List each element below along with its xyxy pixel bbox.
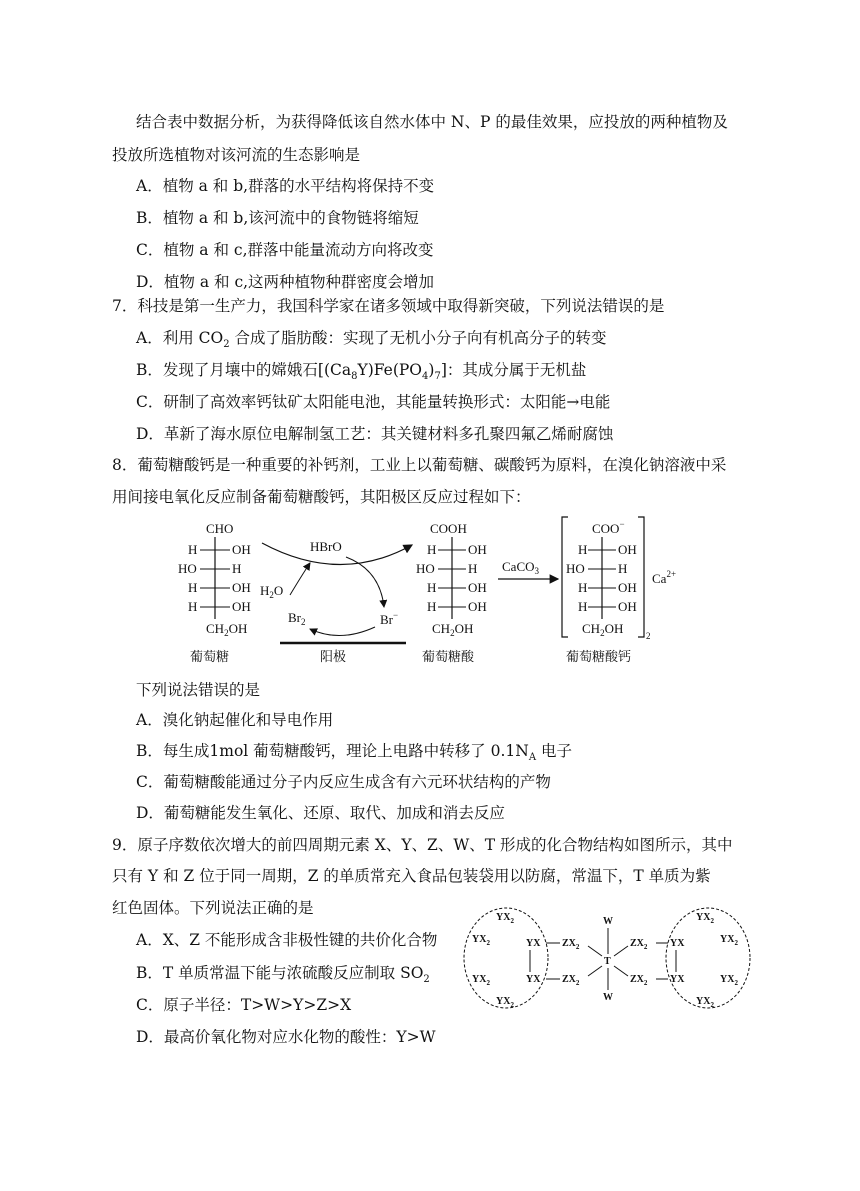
- svg-text:Br2: $Br_2$: [288, 610, 306, 627]
- q9-option-b: B．T 单质常温下能与浓硫酸反应制取 $SO_2$: [136, 964, 430, 986]
- svg-text:ZX2: $ZX_2$: [630, 974, 648, 987]
- svg-text:YX2: $YX_2$: [720, 934, 738, 947]
- svg-text:H: H: [578, 599, 588, 614]
- svg-text:ZX2: $ZX_2$: [562, 974, 580, 987]
- svg-text:CH2OH: $CH_2OH$: [582, 621, 624, 638]
- svg-text:ZX2: $ZX_2$: [562, 938, 580, 951]
- q9-option-a: A．X、Z 不能形成含非极性键的共价化合物: [136, 931, 438, 949]
- glucose-label: 葡萄糖: [190, 649, 230, 664]
- q7-option-a: A．利用 $CO_2$ 合成了脂肪酸：实现了无机小分子向有机高分子的转变: [136, 329, 607, 351]
- svg-text:COO−: COO−: [592, 519, 625, 536]
- svg-text:H2O: $H_2O$: [260, 583, 284, 600]
- q8-option-c: C．葡萄糖酸能通过分子内反应生成含有六元环状结构的产物: [136, 773, 551, 791]
- svg-text:HO: HO: [566, 561, 585, 576]
- svg-text:OH: OH: [468, 580, 487, 595]
- q8-stem-1: 8．葡萄糖酸钙是一种重要的补钙剂，工业上以葡萄糖、碳酸钙为原料，在溴化钠溶液中采: [112, 456, 727, 474]
- svg-text:H: H: [188, 580, 198, 595]
- svg-text:T: T: [604, 956, 611, 967]
- q9-stem-3: 红色固体。下列说法正确的是: [112, 899, 314, 917]
- intro-line-2: 投放所选植物对该河流的生态影响是: [112, 146, 361, 164]
- svg-text:YX: YX: [670, 974, 685, 985]
- svg-text:CH2OH: $CH_2OH$: [206, 621, 248, 638]
- svg-text:Br−: Br−: [380, 610, 399, 627]
- calcium-gluconate-label: 葡萄糖酸钙: [566, 649, 632, 664]
- svg-text:OH: OH: [232, 542, 251, 557]
- svg-text:YX2: $YX_2$: [696, 912, 714, 925]
- q7-option-d: D．革新了海水原位电解制氢工艺：其关键材料多孔聚四氟乙烯耐腐蚀: [136, 425, 614, 443]
- q8-option-b: B．每生成1mol 葡萄糖酸钙，理论上电路中转移了 $0.1N_A$ 电子: [136, 742, 572, 764]
- caco3-arrow: [498, 559, 558, 579]
- q8-reaction-figure: [170, 515, 710, 670]
- svg-text:ZX2: $ZX_2$: [630, 938, 648, 951]
- svg-text:W: W: [603, 992, 613, 1003]
- svg-text:OH: OH: [468, 599, 487, 614]
- q7-option-c: C．研制了高效率钙钛矿太阳能电池，其能量转换形式：太阳能→电能: [136, 393, 611, 411]
- svg-text:OH: OH: [618, 580, 637, 595]
- q7-stem: 7．科技是第一生产力，我国科学家在诸多领域中取得新突破，下列说法错误的是: [112, 297, 665, 315]
- svg-text:H: H: [578, 542, 588, 557]
- svg-text:HBrO: HBrO: [310, 539, 342, 554]
- q7-option-b: B．发现了月壤中的嫦娥石$[(Ca_8Y)Fe(PO_4)_7]$：其成分属于无机盐: [136, 361, 587, 383]
- svg-text:YX2: $YX_2$: [472, 974, 490, 987]
- svg-text:W: W: [603, 916, 613, 927]
- svg-text:YX2: $YX_2$: [696, 996, 714, 1009]
- svg-text:H: H: [468, 561, 478, 576]
- intro-line-1: 结合表中数据分析，为获得降低该自然水体中 N、P 的最佳效果，应投放的两种植物及: [136, 113, 728, 131]
- svg-text:YX: YX: [526, 938, 541, 949]
- q9-stem-1: 9．原子序数依次增大的前四周期元素 X、Y、Z、W、T 形成的化合物结构如图所示，其中: [112, 836, 733, 854]
- svg-text:YX: YX: [526, 974, 541, 985]
- svg-text:OH: OH: [232, 599, 251, 614]
- anode-label: 阳极: [320, 649, 347, 664]
- svg-text:HO: HO: [416, 561, 435, 576]
- svg-text:H: H: [232, 561, 242, 576]
- svg-text:H: H: [427, 599, 437, 614]
- svg-text:COOH: COOH: [430, 521, 467, 536]
- svg-text:OH: OH: [618, 599, 637, 614]
- q9-option-c: C．原子半径：T>W>Y>Z>X: [136, 996, 352, 1014]
- anode-cycle: [260, 539, 406, 643]
- svg-text:OH: OH: [618, 542, 637, 557]
- svg-text:OH: OH: [468, 542, 487, 557]
- svg-text:2: 2: [646, 631, 651, 641]
- svg-text:CH2OH: $CH_2OH$: [432, 621, 474, 638]
- svg-text:H: H: [578, 580, 588, 595]
- q8-option-d: D．葡萄糖能发生氧化、还原、取代、加成和消去反应: [136, 804, 505, 822]
- svg-text:CHO: CHO: [206, 521, 234, 536]
- svg-text:H: H: [427, 542, 437, 557]
- svg-text:YX2: $YX_2$: [496, 912, 514, 925]
- q8-option-a: A．溴化钠起催化和导电作用: [136, 711, 334, 729]
- svg-text:YX2: $YX_2$: [720, 974, 738, 987]
- svg-text:H: H: [618, 561, 628, 576]
- q6-option-d: D．植物 a 和 c,这两种植物种群密度会增加: [136, 273, 435, 291]
- svg-text:OH: OH: [232, 580, 251, 595]
- q8-prompt: 下列说法错误的是: [136, 681, 261, 699]
- q6-option-b: B．植物 a 和 b,该河流中的食物链将缩短: [136, 209, 419, 227]
- svg-text:H: H: [188, 599, 198, 614]
- svg-text:CaCO3: CaCO$_3$: [502, 559, 539, 576]
- q9-stem-2: 只有 Y 和 Z 位于同一周期，Z 的单质常充入食品包装袋用以防腐，常温下，T 单质为紫: [112, 867, 711, 885]
- gluconic-acid-structure: [416, 521, 487, 638]
- svg-text:Ca2+: $Ca^{2+}$: [652, 569, 677, 586]
- q6-option-c: C．植物 a 和 c,群落中能量流动方向将改变: [136, 241, 434, 259]
- svg-text:HO: HO: [178, 561, 197, 576]
- svg-text:H: H: [188, 542, 198, 557]
- svg-text:YX: YX: [670, 938, 685, 949]
- svg-text:H: H: [427, 580, 437, 595]
- q6-option-a: A．植物 a 和 b,群落的水平结构将保持不变: [136, 177, 435, 195]
- gluconic-acid-label: 葡萄糖酸: [422, 649, 475, 664]
- q9-structure-figure: [462, 902, 754, 1014]
- q9-option-d: D．最高价氧化物对应水化物的酸性：Y>W: [136, 1028, 436, 1046]
- glucose-structure: [178, 521, 251, 638]
- svg-text:YX2: $YX_2$: [472, 934, 490, 947]
- q8-stem-2: 用间接电氧化反应制备葡萄糖酸钙，其阳极区反应过程如下：: [112, 488, 531, 506]
- calcium-gluconate-structure: [562, 517, 676, 641]
- svg-text:YX2: $YX_2$: [496, 996, 514, 1009]
